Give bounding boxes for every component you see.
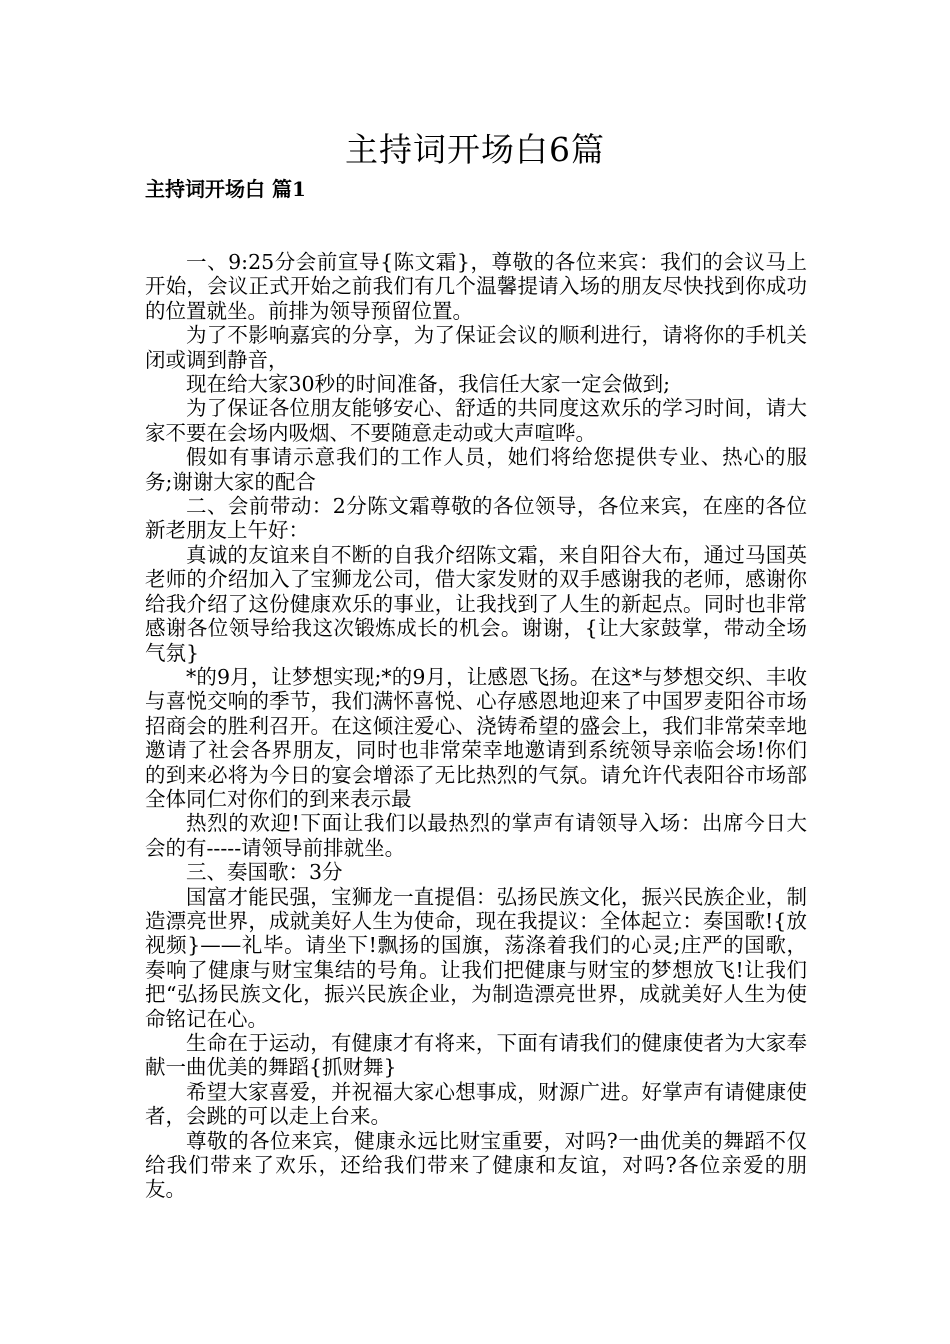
paragraph: 热烈的欢迎!下面让我们以最热烈的掌声有请领导入场：出席今日大会的有-----请领导前排就坐。 bbox=[145, 811, 807, 860]
paragraph: 为了不影响嘉宾的分享，为了保证会议的顺利进行，请将你的手机关闭或调到静音， bbox=[145, 323, 807, 372]
paragraph: 生命在于运动，有健康才有将来，下面有请我们的健康使者为大家奉献一曲优美的舞蹈{抓财舞} bbox=[145, 1031, 807, 1080]
paragraph: 一、9:25分会前宣导{陈文霜}，尊敬的各位来宾：我们的会议马上开始，会议正式开始之前我们有几个温馨提请入场的朋友尽快找到你成功的位置就坐。前排为领导预留位置。 bbox=[145, 250, 807, 323]
paragraph: *的9月，让梦想实现;*的9月，让感恩飞扬。在这*与梦想交织、丰收与喜悦交响的季节，我们满怀喜悦、心存感恩地迎来了中国罗麦阳谷市场招商会的胜利召开。在这倾注爱心、浇铸希望的盛会上，我们非常荣幸地邀请了社会各界朋友，同时也非常荣幸地邀请到系统领导亲临会场!你们的到来必将为今日的宴会增添了无比热烈的气氛。请允许代表阳谷市场部全体同仁对你们的到来表示最 bbox=[145, 664, 807, 811]
paragraph: 现在给大家30秒的时间准备，我信任大家一定会做到; bbox=[186, 372, 670, 397]
paragraph: 希望大家喜爱，并祝福大家心想事成，财源广进。好掌声有请健康使者，会跳的可以走上台来。 bbox=[145, 1079, 807, 1129]
paragraph: 二、会前带动：2分陈文霜尊敬的各位领导，各位来宾，在座的各位新老朋友上午好： bbox=[145, 494, 807, 543]
paragraph: 真诚的友谊来自不断的自我介绍陈文霜，来自阳谷大布，通过马国英老师的介绍加入了宝狮龙公司，借大家发财的双手感谢我的老师，感谢你给我介绍了这份健康欢乐的事业，让我找到了人生的新起点。同时也非常感谢各位领导给我这次锻炼成长的机会。谢谢，{让大家鼓掌，带动全场气氛} bbox=[145, 542, 807, 665]
section-heading: 主持词开场白 篇1 bbox=[145, 177, 306, 201]
paragraph: 假如有事请示意我们的工作人员，她们将给您提供专业、热心的服务;谢谢大家的配合 bbox=[145, 445, 807, 494]
paragraph: 三、奏国歌：3分 bbox=[186, 860, 343, 885]
document-body bbox=[145, 250, 807, 1202]
document-title: 主持词开场白6篇 bbox=[345, 130, 605, 169]
paragraph: 为了保证各位朋友能够安心、舒适的共同度这欢乐的学习时间，请大家不要在会场内吸烟、不要随意走动或大声喧哗。 bbox=[145, 396, 807, 445]
paragraph: 国富才能民强，宝狮龙一直提倡：弘扬民族文化，振兴民族企业，制造漂亮世界，成就美好人生为使命，现在我提议：全体起立：奏国歌!{放视频}——礼毕。请坐下!飘扬的国旗，荡涤着我们的心灵;庄严的国歌，奏响了健康与财宝集结的号角。让我们把健康与财宝的梦想放飞!让我们把“弘扬民族文化，振兴民族企业，为制造漂亮世界，成就美好人生为使命铭记在心。 bbox=[145, 884, 807, 1031]
paragraph: 尊敬的各位来宾，健康永远比财宝重要，对吗?一曲优美的舞蹈不仅给我们带来了欢乐，还给我们带来了健康和友谊，对吗?各位亲爱的朋友。 bbox=[145, 1128, 807, 1202]
